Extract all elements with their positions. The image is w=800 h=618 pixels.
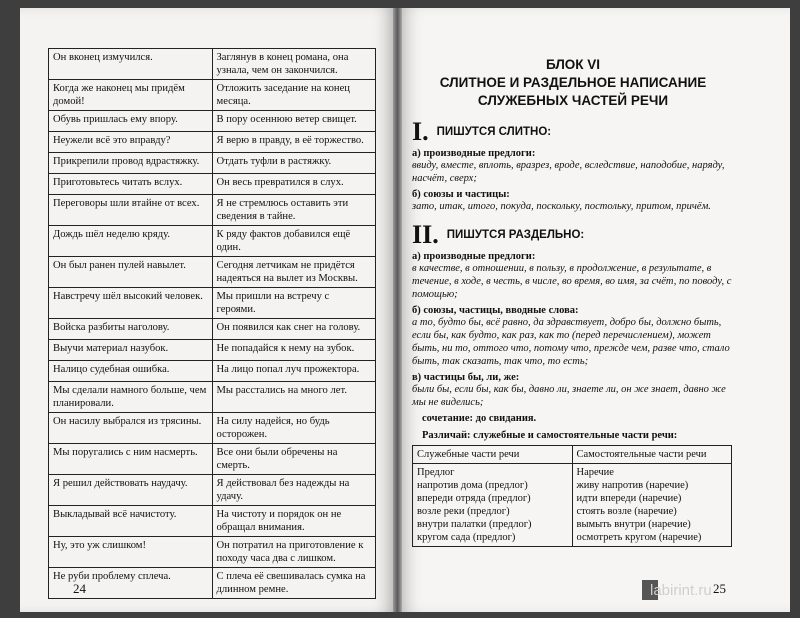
roman-numeral: I. [412,117,429,146]
table-row [49,195,376,226]
examples-table [48,48,376,599]
table-header: Самостоятельные части речи [572,446,732,464]
example-fused: Неужели всё это вправду? [49,132,213,153]
content-words-cell [572,464,732,547]
table-row [49,80,376,111]
subheading: а) производные предлоги: [412,148,536,159]
example-fused: Я решил действовать наудачу. [49,475,213,506]
block-subtitle-line2: СЛУЖЕБНЫХ ЧАСТЕЙ РЕЧИ [477,93,669,108]
example-fused: Мы поругались с ним насмерть. [49,444,213,475]
watermark-text: labirint.ru [650,582,712,599]
page-number-left: 24 [73,581,86,596]
example-separate: Я не стремлюсь оставить эти сведения в тайне. [212,195,376,226]
example-fused: Выучи материал назубок. [49,340,213,361]
section-title: ПИШУТСЯ РАЗДЕЛЬНО: [446,229,585,241]
parts-of-speech-table [412,445,732,547]
example-separate: Все они были обречены на смерть. [212,444,376,475]
example-separate: К ряду фактов добавился ещё один. [212,226,376,257]
example-separate: Я действовал без надежды на удачу. [212,475,376,506]
example-fused: Он был ранен пулей навылет. [49,257,213,288]
table-cell-line: впереди отряда (предлог) [417,493,531,504]
book-gutter [393,8,402,612]
table-row [49,361,376,382]
roman-numeral: II. [412,220,439,249]
combination-note: сочетание: до свидания. [422,413,537,424]
example-fused: Навстречу шёл высокий человек. [49,288,213,319]
example-fused: Переговоры шли втайне от всех. [49,195,213,226]
section-heading-together [412,117,734,146]
example-fused: Прикрепили провод вдрастяжку. [49,153,213,174]
examples-text: зато, итак, итого, покуда, поскольку, постольку, притом, причём. [412,201,711,212]
example-separate: На чистоту и порядок он не обращал внимания. [212,506,376,537]
examples-text: были бы, если бы, как бы, давно ли, знаете ли, он же знает, давно же мы не виделись; [412,384,726,408]
table-row [49,132,376,153]
example-fused: Он насилу выбрался из трясины. [49,413,213,444]
section-heading-separate [412,220,734,249]
subheading: б) союзы и частицы: [412,189,510,200]
table-row [49,49,376,80]
table-row [49,174,376,195]
examples-text: в качестве, в отношении, в пользу, в продолжение, в результате, в течение, в ходе, в честь, в числе, во время, во имя, за счёт, по поводу, с помощью; [412,263,732,300]
table-row [49,319,376,340]
example-fused: Выкладывай всё начистоту. [49,506,213,537]
example-separate: Не попадайся к нему на зубок. [212,340,376,361]
table-row [49,444,376,475]
example-separate: На лицо попал луч прожектора. [212,361,376,382]
table-row [49,475,376,506]
table-cell-line: вымыть внутри (наречие) [576,519,691,530]
table-cell-line: живу напротив (наречие) [576,480,689,491]
table-row [49,537,376,568]
example-separate: С плеча её свешивалась сумка на длинном ремне. [212,568,376,599]
block-subtitle-line1: СЛИТНОЕ И РАЗДЕЛЬНОЕ НАПИСАНИЕ [439,75,707,90]
example-separate: Сегодня летчикам не придётся надеяться на вылет из Москвы. [212,257,376,288]
table-row [49,226,376,257]
example-fused: Войска разбиты наголову. [49,319,213,340]
example-fused: Когда же наконец мы придём домой! [49,80,213,111]
example-separate: Я верю в правду, в её торжество. [212,132,376,153]
table-row [49,111,376,132]
subheading: в) частицы бы, ли, же: [412,372,520,383]
table-cell-line: осмотреть кругом (наречие) [576,532,702,543]
example-separate: Он потратил на приготовление к походу часа два с лишком. [212,537,376,568]
table-header: Служебные части речи [413,446,573,464]
example-fused: Он вконец измучился. [49,49,213,80]
table-row [49,340,376,361]
example-fused: Не руби проблему сплеча. [49,568,213,599]
example-separate: На силу надейся, но будь осторожен. [212,413,376,444]
subheading: а) производные предлоги: [412,251,536,262]
distinguish-heading: Различай: служебные и самостоятельные части речи: [422,430,678,441]
table-row [49,413,376,444]
table-row [49,257,376,288]
example-fused: Налицо судебная ошибка. [49,361,213,382]
table-cell-line: стоять возле (наречие) [576,506,677,517]
table-cell-line: возле реки (предлог) [417,506,510,517]
subheading: б) союзы, частицы, вводные слова: [412,305,579,316]
rules-column [412,56,734,547]
table-cell-line: кругом сада (предлог) [417,532,516,543]
example-separate: В пору осеннюю ветер свищет. [212,111,376,132]
example-fused: Мы сделали намного больше, чем планировали. [49,382,213,413]
section-title: ПИШУТСЯ СЛИТНО: [436,126,552,138]
table-cell-line: идти впереди (наречие) [576,493,682,504]
example-separate: Он появился как снег на голову. [212,319,376,340]
example-fused: Обувь пришлась ему впору. [49,111,213,132]
example-separate: Мы расстались на много лет. [212,382,376,413]
example-fused: Ну, это уж слишком! [49,537,213,568]
table-row [49,382,376,413]
example-separate: Мы пришли на встречу с героями. [212,288,376,319]
table-row [49,506,376,537]
page-number-right: 25 [713,581,726,596]
example-separate: Отдать туфли в растяжку. [212,153,376,174]
example-fused: Приготовьтесь читать вслух. [49,174,213,195]
table-row [49,153,376,174]
table-row [49,288,376,319]
block-title: БЛОК VI [545,57,601,72]
example-separate: Заглянув в конец романа, она узнала, чем он закончился. [212,49,376,80]
examples-text: ввиду, вместе, вплоть, вразрез, вроде, вследствие, наподобие, наряду, насчёт, сверх; [412,160,725,184]
table-row [49,568,376,599]
table-cell-line: Предлог [417,467,455,478]
example-separate: Он весь превратился в слух. [212,174,376,195]
example-fused: Дождь шёл неделю кряду. [49,226,213,257]
table-cell-line: напротив дома (предлог) [417,480,528,491]
table-cell-line: внутри палатки (предлог) [417,519,532,530]
examples-text: а то, будто бы, всё равно, да здравствует, добро бы, должно быть, если бы, как будто, как раз, как то (перед перечислением), может быть, ни то, оттого что, потому что, прежде чем, разве что, стало быть, так сказать, так что, то есть; [412,317,730,367]
example-separate: Отложить заседание на конец месяца. [212,80,376,111]
function-words-cell [413,464,573,547]
table-cell-line: Наречие [576,467,614,478]
